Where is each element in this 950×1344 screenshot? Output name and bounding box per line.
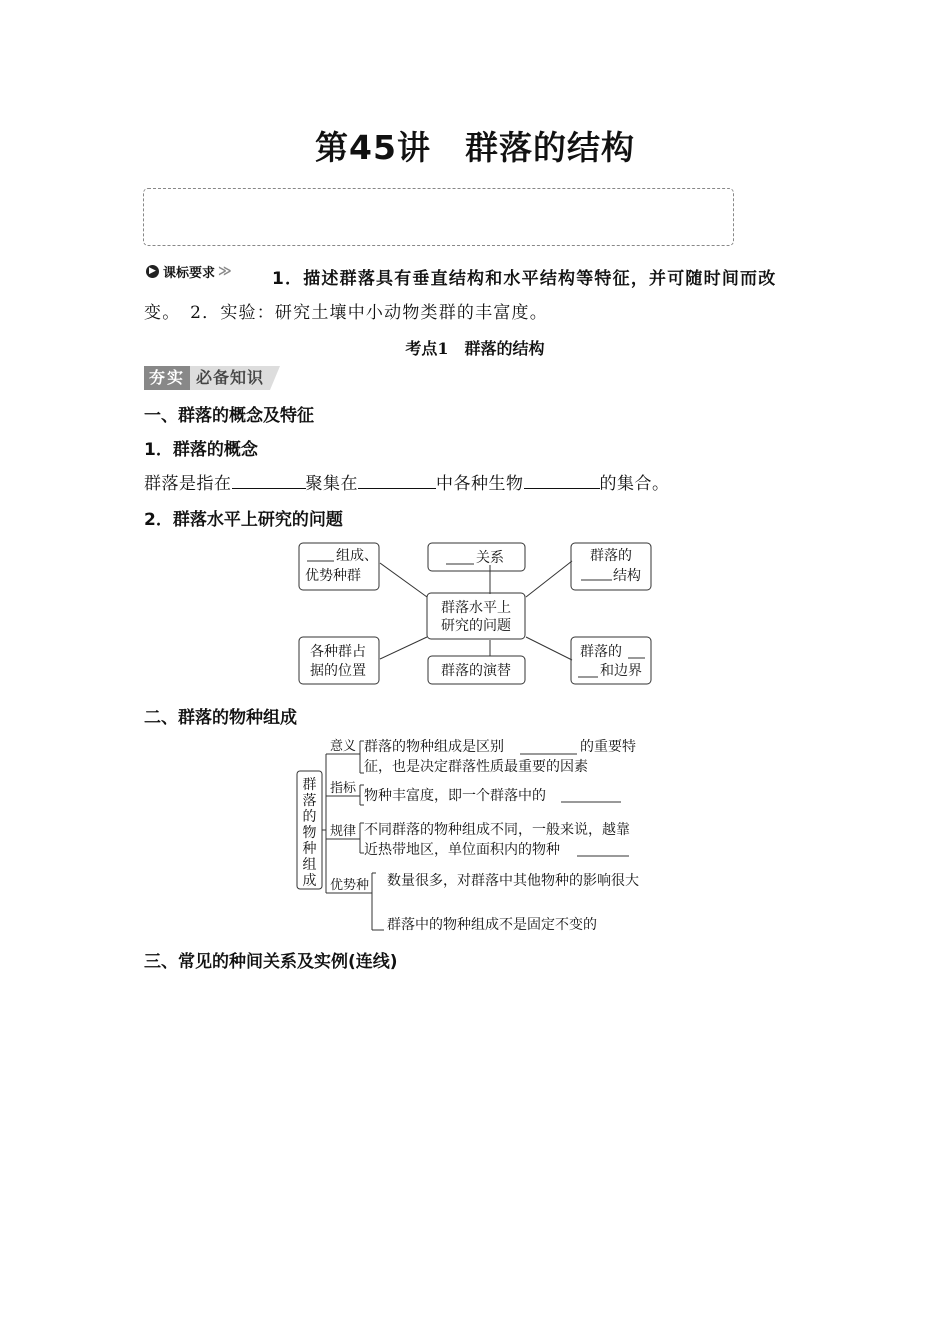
bl-text-1: 各种群占 (310, 644, 366, 660)
connector-br (526, 637, 572, 660)
guilv-text-2: 近热带地区，单位面积内的物种 (364, 842, 560, 858)
root-char-2: 落 (302, 793, 317, 809)
label-youshi: 优势种 (330, 878, 370, 893)
subheading-2: 2．群落水平上研究的问题 (144, 510, 343, 530)
tr-text-2: 结构 (613, 568, 641, 584)
guilv-text-1: 不同群落的物种组成不同，一般来说，越靠 (364, 822, 630, 838)
root-char-5: 种 (302, 841, 317, 857)
double-chevron-icon: ≫ (218, 264, 232, 279)
label-zhibiao: 指标 (330, 781, 357, 796)
kaodian-title: 考点1 群落的结构 (405, 339, 545, 358)
curriculum-badge (146, 262, 232, 281)
requirements-line-1: 1．描述群落具有垂直结构和水平结构等特征，并可随时间而改 (272, 269, 777, 289)
connector-tl (380, 563, 427, 597)
tl-text-2: 优势种群 (305, 568, 361, 584)
root-char-7: 成 (302, 873, 317, 889)
root-char-3: 的 (302, 809, 317, 825)
root-char-4: 物 (302, 825, 317, 841)
bm-text: 群落的演替 (441, 663, 511, 679)
bl-text-2: 据的位置 (310, 663, 366, 679)
tm-text: 关系 (476, 550, 504, 566)
def-part-d: 的集合。 (599, 474, 670, 494)
research-questions-diagram (290, 535, 660, 690)
section-badge (144, 366, 280, 390)
yiyi-text-2: 征，也是决定群落性质最重要的因素 (364, 759, 588, 775)
youshi-text-2: 群落中的物种组成不是固定不变的 (387, 917, 597, 933)
requirements-line-2: 变。 2．实验：研究土壤中小动物类群的丰富度。 (144, 303, 548, 323)
species-composition-diagram (290, 733, 660, 938)
section-badge-tail (270, 366, 280, 390)
blank-3 (524, 471, 600, 489)
yiyi-text-1b: 的重要特 (580, 739, 636, 755)
definition-line (144, 469, 670, 494)
subheading-1: 1．群落的概念 (144, 440, 258, 460)
def-part-c: 中各种生物 (436, 474, 524, 494)
tr-text-1: 群落的 (590, 548, 632, 564)
section-badge-part1: 夯实 (144, 366, 190, 390)
tl-text-1: 组成、 (336, 548, 378, 564)
root-char-1: 群 (302, 777, 317, 793)
heading-3: 三、常见的种间关系及实例(连线) (144, 952, 398, 972)
blank-1 (232, 471, 306, 489)
play-icon: ▶ (146, 265, 159, 278)
section-badge-part2: 必备知识 (190, 366, 270, 390)
dashed-box (143, 188, 734, 246)
def-part-a: 群落是指在 (144, 474, 232, 494)
youshi-text-1: 数量很多，对群落中其他物种的影响很大 (387, 873, 639, 889)
label-yiyi: 意义 (330, 739, 357, 754)
center-text-1: 群落水平上 (441, 600, 511, 616)
label-guilv: 规律 (330, 824, 357, 839)
yiyi-text-1a: 群落的物种组成是区别 (364, 739, 504, 755)
zhibiao-text: 物种丰富度，即一个群落中的 (364, 788, 546, 804)
curriculum-badge-label: 课标要求 (163, 266, 216, 281)
connector-bl (380, 637, 427, 659)
heading-2: 二、群落的物种组成 (144, 708, 297, 728)
def-part-b: 聚集在 (305, 474, 358, 494)
br-text-1: 群落的 (580, 644, 622, 660)
blank-2 (358, 471, 436, 489)
heading-1: 一、群落的概念及特征 (144, 406, 314, 426)
connector-tr (526, 561, 572, 597)
center-text-2: 研究的问题 (441, 618, 511, 634)
page-title: 第45讲 群落的结构 (315, 128, 635, 167)
root-char-6: 组 (302, 857, 317, 873)
br-text-2: 和边界 (600, 663, 642, 679)
